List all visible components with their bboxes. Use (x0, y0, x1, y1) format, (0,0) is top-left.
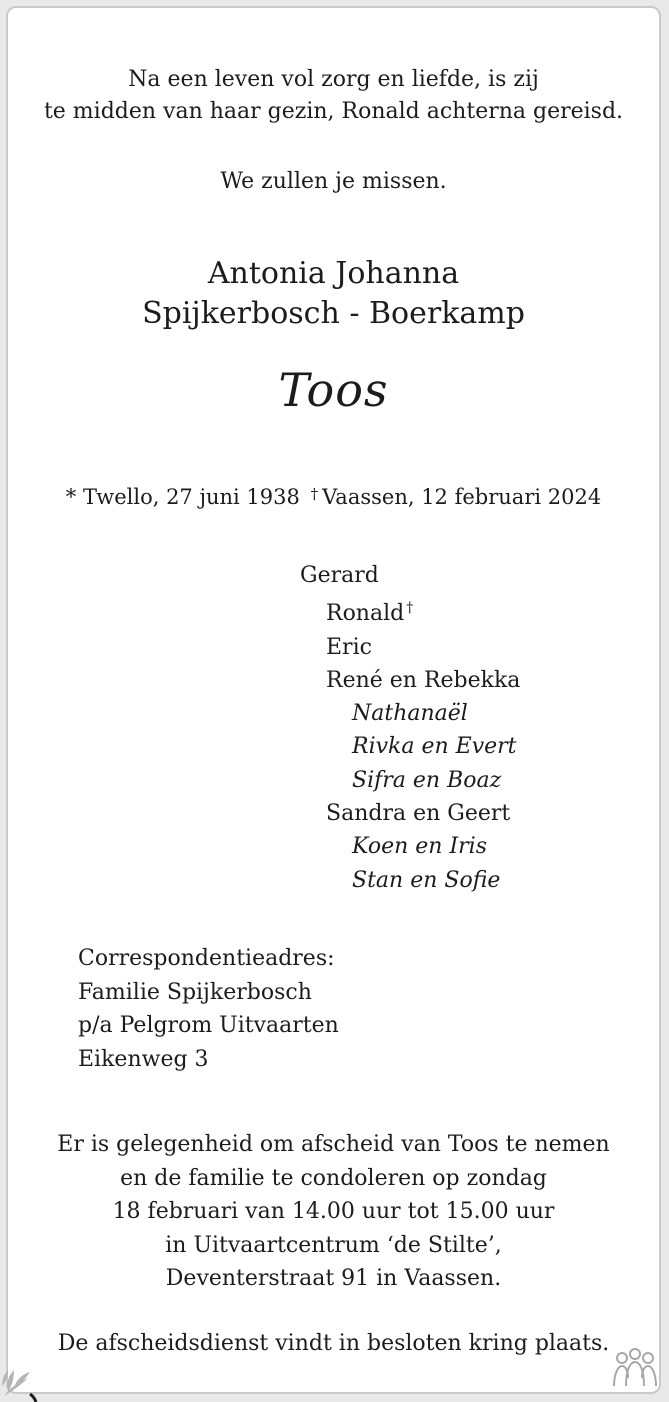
people-group-icon (608, 1344, 662, 1390)
death-date: Vaassen, 12 februari 2024 (322, 485, 602, 509)
family-member-name: Eric (326, 634, 372, 660)
family-member-name: Rivka en Evert (352, 734, 517, 760)
family-member (300, 864, 520, 897)
family-member-name: Ronald (326, 601, 405, 627)
condolence-line: 18 februari van 14.00 uur tot 15.00 uur (112, 1199, 555, 1225)
family-list (300, 559, 520, 897)
family-member-name: Koen en Iris (352, 834, 487, 860)
name-line: Antonia Johanna (207, 256, 460, 291)
intro-text (8, 64, 659, 128)
address-line: Correspondentieadres: (78, 946, 335, 971)
family-member-name: Stan en Sofie (352, 867, 501, 893)
obituary-card (6, 6, 661, 1394)
family-member-name: René en Rebekka (326, 667, 521, 693)
family-member (300, 664, 520, 697)
intro-line: Na een leven vol zorg en liefde, is zij (128, 67, 539, 92)
family-member (300, 697, 520, 730)
nickname: Toos (278, 363, 389, 417)
address-line: Eikenweg 3 (78, 1046, 209, 1072)
service-line: De afscheidsdienst vindt in besloten kring plaats. (57, 1331, 610, 1356)
closing-line: We zullen je missen. (220, 169, 447, 194)
condolence-line: en de familie te condoleren op zondag (120, 1165, 547, 1191)
deceased-name (8, 254, 659, 334)
condolence-line: in Uitvaartcentrum ‘de Stilte’, (165, 1232, 502, 1258)
family-member-name: Sifra en Boaz (352, 767, 502, 793)
dates-line (8, 478, 659, 513)
birth-symbol: * (65, 485, 77, 509)
address-line: p/a Pelgrom Uitvaarten (78, 1013, 339, 1038)
condolence-info (8, 1128, 659, 1296)
family-member (300, 797, 520, 830)
condolence-line: Deventerstraat 91 in Vaassen. (165, 1266, 502, 1292)
family-member (300, 730, 520, 763)
family-member-name: Nathanaël (352, 701, 468, 727)
death-symbol: † (310, 485, 319, 503)
family-member (300, 830, 520, 863)
intro-line: te midden van haar gezin, Ronald achterna gereisd. (43, 99, 624, 124)
condolence-line: Er is gelegenheid om afscheid van Toos te nemen (57, 1132, 610, 1157)
leaf-icon (0, 1352, 44, 1402)
birth-date: Twello, 27 juni 1938 (82, 485, 300, 509)
family-member (300, 764, 520, 797)
family-member (300, 592, 520, 630)
family-member (300, 559, 520, 592)
deceased-dagger: † (406, 600, 414, 617)
address-line: Familie Spijkerbosch (78, 979, 312, 1005)
name-line: Spijkerbosch - Boerkamp (142, 296, 525, 331)
family-member-name: Gerard (300, 563, 379, 588)
correspondence-address (78, 942, 339, 1076)
family-member-name: Sandra en Geert (326, 801, 511, 827)
family-member (300, 631, 520, 664)
